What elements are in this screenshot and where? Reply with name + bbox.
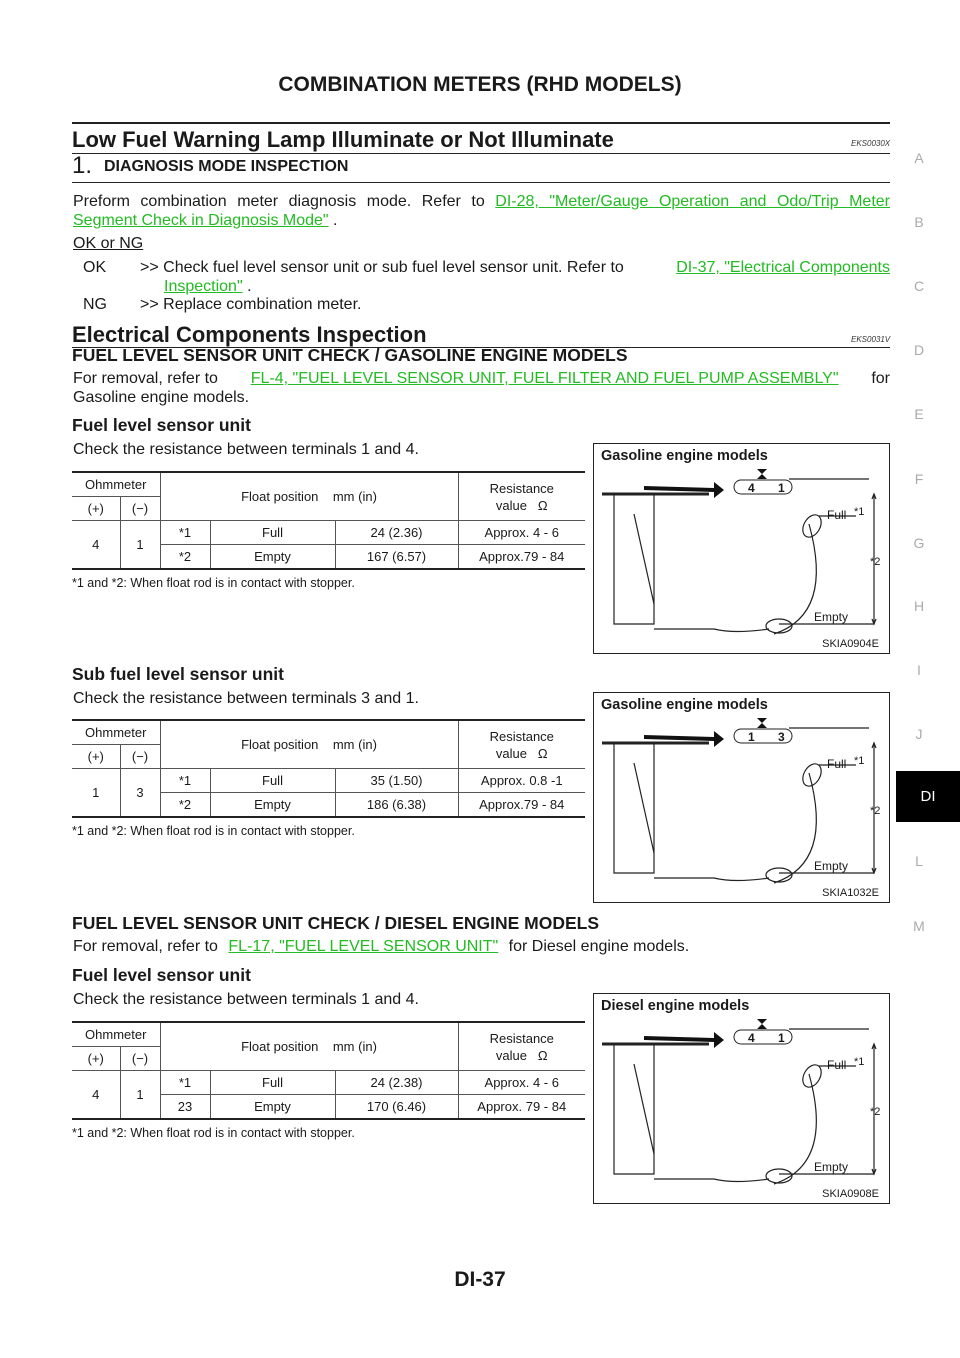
header-rule <box>72 122 890 124</box>
block-instruction: Check the resistance between terminals 1 and 4. <box>73 441 419 458</box>
full-label: Full <box>827 508 847 522</box>
resistance-table <box>72 719 585 818</box>
ok-link-cont[interactable]: Inspection" <box>164 278 243 295</box>
gas-removal-text2: Gasoline engine models. <box>73 389 250 406</box>
resistance-table <box>72 471 585 570</box>
row-value: 35 (1.50) <box>335 769 458 793</box>
side-index-c[interactable]: C <box>913 278 925 294</box>
empty-label: Empty <box>814 1160 849 1174</box>
header-resistance: Resistance value Ω <box>458 1022 585 1071</box>
row-resistance: Approx. 0.8 -1 <box>458 769 585 793</box>
diagram-title: Gasoline engine models <box>601 697 768 713</box>
side-index-g[interactable]: G <box>913 535 925 551</box>
gas-removal-after: for <box>871 370 890 387</box>
row-position: Full <box>210 521 335 545</box>
terminal-plus: 4 <box>72 1071 120 1120</box>
side-index-d[interactable]: D <box>913 342 925 358</box>
side-index-f[interactable]: F <box>914 471 924 487</box>
empty-label: Empty <box>814 610 849 624</box>
resistance-table <box>72 1021 585 1120</box>
table-row <box>72 769 585 793</box>
header-resistance: Resistance value Ω <box>458 720 585 769</box>
side-index-l[interactable]: L <box>915 853 923 869</box>
row-position: Empty <box>210 545 335 570</box>
ok-ng-label: OK or NG <box>73 235 144 252</box>
table-row <box>72 1071 585 1095</box>
section-title: Low Fuel Warning Lamp Illuminate or Not Illuminate <box>72 127 614 152</box>
side-index-b[interactable]: B <box>914 214 924 230</box>
row-resistance: Approx. 4 - 6 <box>458 521 585 545</box>
header-float-position: Float position mm (in) <box>160 472 458 521</box>
ng-text: >> Replace combination meter. <box>140 296 362 313</box>
connector-terminal: 1 <box>748 730 755 744</box>
mark-1-label: *1 <box>854 755 865 767</box>
header-ohmmeter: Ohmmeter <box>72 472 160 497</box>
step-title: DIAGNOSIS MODE INSPECTION <box>104 158 349 175</box>
header-minus: (−) <box>120 1047 160 1071</box>
row-mark: *2 <box>160 793 210 818</box>
row-mark: *1 <box>160 769 210 793</box>
header-float-position: Float position mm (in) <box>160 720 458 769</box>
empty-label: Empty <box>814 859 849 873</box>
header-ohmmeter: Ohmmeter <box>72 1022 160 1047</box>
diagnosis-text-end: . <box>328 212 338 229</box>
section-rule <box>72 153 890 154</box>
block-heading: Fuel level sensor unit <box>72 965 251 985</box>
connector-terminal: 1 <box>778 1031 785 1045</box>
header-plus: (+) <box>72 497 120 521</box>
row-mark: *1 <box>160 521 210 545</box>
diesel-removal-text: For removal, refer to <box>73 938 218 955</box>
connector-terminal: 4 <box>748 1031 755 1045</box>
terminal-plus: 1 <box>72 769 120 818</box>
diagram-title: Gasoline engine models <box>601 448 768 464</box>
diesel-check-title: FUEL LEVEL SENSOR UNIT CHECK / DIESEL ENGINE MODELS <box>72 913 600 933</box>
row-value: 186 (6.38) <box>335 793 458 818</box>
page-number: DI-37 <box>454 1268 506 1291</box>
terminal-plus: 4 <box>72 521 120 570</box>
table-note: *1 and *2: When float rod is in contact with stopper. <box>72 576 355 590</box>
gas-check-title: FUEL LEVEL SENSOR UNIT CHECK / GASOLINE ENGINE MODELS <box>72 345 628 365</box>
connector-terminal: 3 <box>778 730 785 744</box>
side-index-j[interactable]: J <box>915 726 923 742</box>
mark-2-label: *2 <box>870 1106 881 1118</box>
sensor-diagram <box>593 993 890 1204</box>
mark-2-label: *2 <box>870 556 881 568</box>
row-position: Empty <box>210 793 335 818</box>
header-plus: (+) <box>72 745 120 769</box>
table-note: *1 and *2: When float rod is in contact with stopper. <box>72 824 355 838</box>
diagnosis-link[interactable]: DI-28, "Meter/Gauge Operation and Odo/Trip Meter <box>495 193 891 210</box>
ok-text: >> Check fuel level sensor unit or sub fuel level sensor unit. Refer to <box>140 259 624 276</box>
row-position: Full <box>210 769 335 793</box>
row-mark: 23 <box>160 1095 210 1120</box>
diagnosis-link-cont[interactable]: Segment Check in Diagnosis Mode" <box>73 212 329 229</box>
section-code: EKS0031V <box>851 335 891 344</box>
mark-1-label: *1 <box>854 1056 865 1068</box>
page-header-title: COMBINATION METERS (RHD MODELS) <box>278 73 682 96</box>
section-title: Electrical Components Inspection <box>72 322 427 347</box>
terminal-minus: 1 <box>120 521 160 570</box>
step-number: 1. <box>72 152 93 179</box>
side-index-a[interactable]: A <box>914 150 924 166</box>
diagnosis-paragraph <box>73 193 890 211</box>
table-note: *1 and *2: When float rod is in contact with stopper. <box>72 1126 355 1140</box>
mark-2-label: *2 <box>870 805 881 817</box>
connector-terminal: 1 <box>778 481 785 495</box>
mark-1-label: *1 <box>854 506 865 518</box>
gas-removal-link[interactable]: FL-4, "FUEL LEVEL SENSOR UNIT, FUEL FILTER AND FUEL PUMP ASSEMBLY" <box>250 370 839 387</box>
diagram-caption: SKIA0904E <box>822 638 879 650</box>
row-resistance: Approx.79 - 84 <box>458 545 585 570</box>
block-instruction: Check the resistance between terminals 3 and 1. <box>73 690 419 707</box>
side-index-i[interactable]: I <box>917 662 921 678</box>
diagram-caption: SKIA1032E <box>822 887 879 899</box>
sensor-diagram <box>593 692 890 903</box>
full-label: Full <box>827 1058 847 1072</box>
side-index-di[interactable]: DI <box>896 771 960 822</box>
step-rule <box>72 182 890 183</box>
diesel-removal-link[interactable]: FL-17, "FUEL LEVEL SENSOR UNIT" <box>228 938 499 955</box>
ok-text-end: . <box>242 278 252 295</box>
header-minus: (−) <box>120 745 160 769</box>
row-value: 24 (2.38) <box>335 1071 458 1095</box>
row-mark: *1 <box>160 1071 210 1095</box>
diagram-title: Diesel engine models <box>601 998 750 1014</box>
diagnosis-text: Preform combination meter diagnosis mode. Refer to <box>73 193 485 210</box>
sensor-diagram <box>593 443 890 654</box>
gas-removal-text: For removal, refer to <box>73 370 218 387</box>
section-code: EKS0030X <box>851 139 891 148</box>
header-minus: (−) <box>120 497 160 521</box>
table-row <box>72 521 585 545</box>
row-resistance: Approx. 79 - 84 <box>458 1095 585 1120</box>
block-heading: Sub fuel level sensor unit <box>72 664 284 684</box>
row-value: 24 (2.36) <box>335 521 458 545</box>
ok-link[interactable]: DI-37, "Electrical Components <box>676 259 890 276</box>
row-resistance: Approx.79 - 84 <box>458 793 585 818</box>
ng-label: NG <box>83 296 107 313</box>
row-mark: *2 <box>160 545 210 570</box>
side-index-e[interactable]: E <box>914 406 924 422</box>
header-ohmmeter: Ohmmeter <box>72 720 160 745</box>
terminal-minus: 3 <box>120 769 160 818</box>
header-resistance: Resistance value Ω <box>458 472 585 521</box>
side-index-m[interactable]: M <box>913 918 925 934</box>
side-index-h[interactable]: H <box>913 598 925 614</box>
diagram-caption: SKIA0908E <box>822 1188 879 1200</box>
row-position: Full <box>210 1071 335 1095</box>
row-position: Empty <box>210 1095 335 1120</box>
row-value: 170 (6.46) <box>335 1095 458 1120</box>
row-value: 167 (6.57) <box>335 545 458 570</box>
ok-label: OK <box>83 259 107 276</box>
header-float-position: Float position mm (in) <box>160 1022 458 1071</box>
block-instruction: Check the resistance between terminals 1 and 4. <box>73 991 419 1008</box>
header-plus: (+) <box>72 1047 120 1071</box>
block-heading: Fuel level sensor unit <box>72 415 251 435</box>
terminal-minus: 1 <box>120 1071 160 1120</box>
row-resistance: Approx. 4 - 6 <box>458 1071 585 1095</box>
connector-terminal: 4 <box>748 481 755 495</box>
full-label: Full <box>827 757 847 771</box>
diesel-removal-after: for Diesel engine models. <box>508 938 690 955</box>
